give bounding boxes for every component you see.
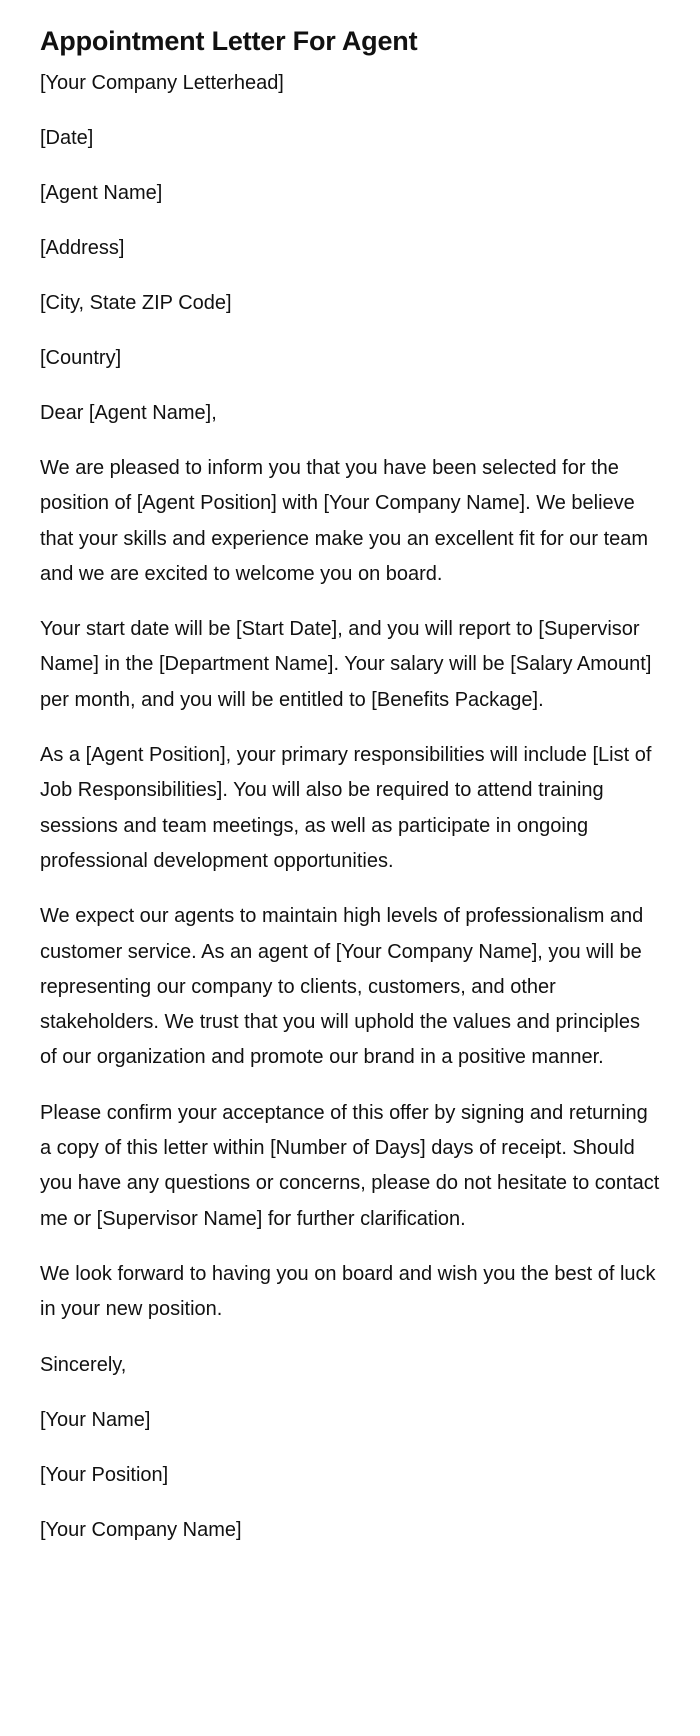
salutation: Dear [Agent Name], xyxy=(40,402,217,424)
body-paragraph: We expect our agents to maintain high levels of professionalism and customer service. As an agent of [Your Company Name], you will be representing our company to clients, customers, and other stakeholders. We trust that you will uphold the values and principles of our organization and promote our brand in a positive manner. xyxy=(40,905,644,1069)
closing: Sincerely, xyxy=(40,1353,127,1376)
sender-position: [Your Position] xyxy=(40,1463,169,1486)
body-paragraph: We are pleased to inform you that you have been selected for the position of [Agent Position] with [Your Company Name]. We believe that your skills and experience make you an excellent fit for our team and we are excited to welcome you on board. xyxy=(40,457,649,585)
sender-company: [Your Company Name] xyxy=(40,1518,242,1541)
letter-header xyxy=(40,66,660,376)
body-paragraph: As a [Agent Position], your primary responsibilities will include [List of Job Responsibilities]. You will also be required to attend training sessions and team meetings, as well as participate in ongoing professional development opportunities. xyxy=(40,744,652,872)
body-paragraph: Please confirm your acceptance of this offer by signing and returning a copy of this letter within [Number of Days] days of receipt. Should you have any questions or concerns, please do not hesitate to contact me or [Supervisor Name] for further clarification. xyxy=(40,1101,660,1230)
body-paragraph: We look forward to having you on board and wish you the best of luck in your new position. xyxy=(40,1262,656,1321)
signature-block xyxy=(40,1403,660,1548)
letter-body xyxy=(40,451,660,1328)
document-title: Appointment Letter For Agent xyxy=(40,26,418,56)
sender-name: [Your Name] xyxy=(40,1408,151,1431)
recipient-address: [Address] xyxy=(40,237,125,259)
letter-date: [Date] xyxy=(40,127,94,149)
body-paragraph: Your start date will be [Start Date], and you will report to [Supervisor Name] in the [Department Name]. Your salary will be [Salary Amount] per month, and you will be entitled to [Benefits Package]. xyxy=(40,618,652,711)
company-letterhead: [Your Company Letterhead] xyxy=(40,72,284,94)
recipient-country: [Country] xyxy=(40,347,122,369)
recipient-name: [Agent Name] xyxy=(40,182,163,204)
letter-page xyxy=(40,18,660,1568)
recipient-city-state-zip: [City, State ZIP Code] xyxy=(40,292,232,314)
